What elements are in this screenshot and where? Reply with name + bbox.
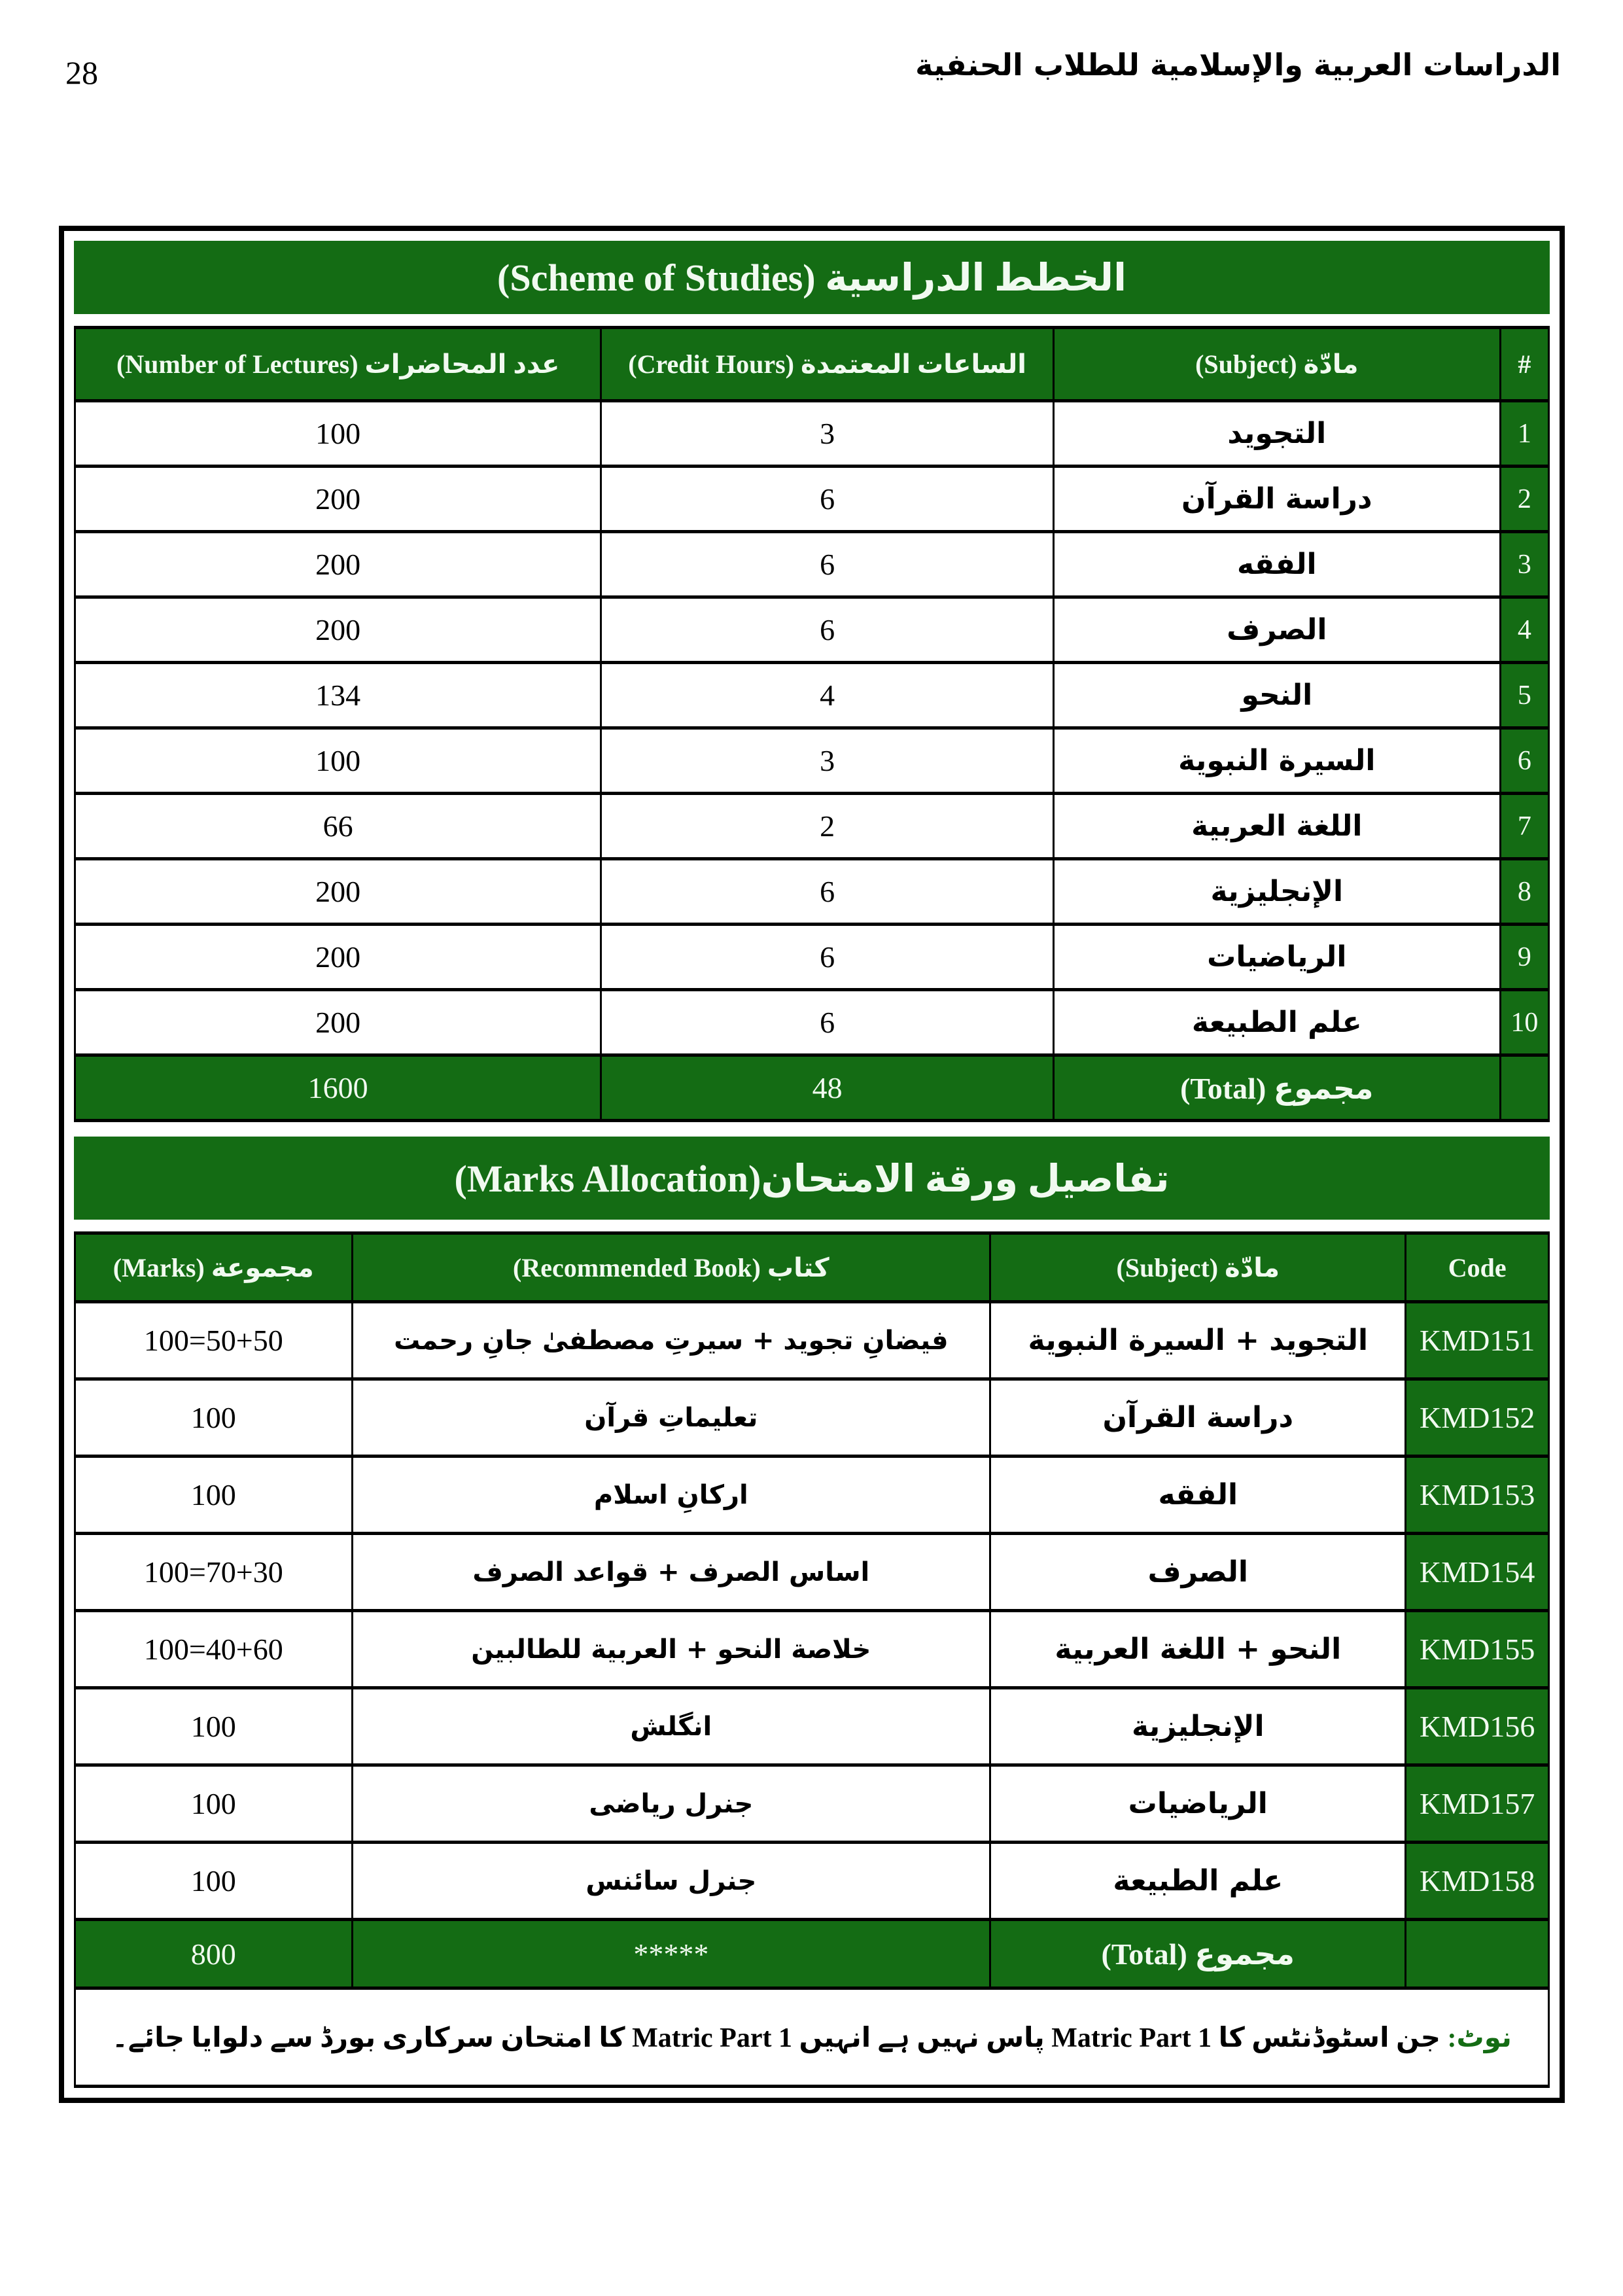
index-header: # bbox=[1500, 328, 1548, 401]
index-cell: 1 bbox=[1500, 401, 1548, 467]
code-cell: KMD156 bbox=[1406, 1688, 1549, 1765]
marks-cell: 100=70+30 bbox=[75, 1534, 353, 1611]
book-header: كتاب (Recommended Book) bbox=[352, 1233, 990, 1302]
subject-cell: الرياضيات bbox=[990, 1765, 1406, 1843]
lectures-cell: 200 bbox=[75, 925, 601, 990]
credit-hours-cell: 6 bbox=[601, 925, 1054, 990]
table-row bbox=[75, 925, 1549, 990]
subject-header: مادّة (Subject) bbox=[990, 1233, 1406, 1302]
marks-allocation-table bbox=[74, 1231, 1550, 2088]
lectures-cell: 200 bbox=[75, 990, 601, 1055]
credit-hours-header: الساعات المعتمدة (Credit Hours) bbox=[601, 328, 1054, 401]
table-row bbox=[75, 663, 1549, 728]
total-row bbox=[75, 1920, 1549, 1988]
index-cell: 9 bbox=[1500, 925, 1548, 990]
lectures-cell: 66 bbox=[75, 794, 601, 859]
total-index-cell bbox=[1500, 1055, 1548, 1121]
scheme-of-studies-banner: الخطط الدراسية (Scheme of Studies) bbox=[74, 241, 1550, 314]
total-book-cell: ***** bbox=[352, 1920, 990, 1988]
book-cell: اساس الصرف + قواعد الصرف bbox=[352, 1534, 990, 1611]
marks-cell: 100 bbox=[75, 1379, 353, 1457]
table-row bbox=[75, 990, 1549, 1055]
note-text bbox=[81, 2021, 1543, 2054]
credit-hours-cell: 6 bbox=[601, 532, 1054, 597]
subject-cell: الصرف bbox=[1053, 597, 1500, 663]
subject-cell: اللغة العربية bbox=[1053, 794, 1500, 859]
index-cell: 4 bbox=[1500, 597, 1548, 663]
subject-cell: علم الطبيعة bbox=[1053, 990, 1500, 1055]
table-row bbox=[75, 401, 1549, 467]
total-row bbox=[75, 1055, 1549, 1121]
total-credit-hours-cell: 48 bbox=[601, 1055, 1054, 1121]
subject-cell: الرياضيات bbox=[1053, 925, 1500, 990]
total-marks-cell: 800 bbox=[75, 1920, 353, 1988]
credit-hours-cell: 3 bbox=[601, 728, 1054, 794]
table-row bbox=[75, 1688, 1549, 1765]
subject-cell: الإنجليزية bbox=[990, 1688, 1406, 1765]
lectures-cell: 134 bbox=[75, 663, 601, 728]
index-cell: 7 bbox=[1500, 794, 1548, 859]
lectures-cell: 200 bbox=[75, 859, 601, 925]
content-frame bbox=[59, 226, 1565, 2103]
book-cell: فیضانِ تجوید + سیرتِ مصطفیٰ جانِ رحمت bbox=[352, 1302, 990, 1379]
marks-cell: 100 bbox=[75, 1843, 353, 1920]
subject-cell: النحو bbox=[1053, 663, 1500, 728]
lectures-cell: 200 bbox=[75, 532, 601, 597]
table-row bbox=[75, 532, 1549, 597]
code-cell: KMD153 bbox=[1406, 1457, 1549, 1534]
credit-hours-cell: 6 bbox=[601, 859, 1054, 925]
lectures-cell: 100 bbox=[75, 728, 601, 794]
subject-cell: التجويد + السيرة النبوية bbox=[990, 1302, 1406, 1379]
marks-cell: 100 bbox=[75, 1765, 353, 1843]
credit-hours-cell: 6 bbox=[601, 990, 1054, 1055]
index-cell: 3 bbox=[1500, 532, 1548, 597]
index-cell: 5 bbox=[1500, 663, 1548, 728]
note-body: جن اسٹوڈنٹس کا Matric Part 1 پاس نہیں ہے انہیں Matric Part 1 کا امتحان سرکاری بورڈ سے دلوایا جائے۔ bbox=[112, 2022, 1448, 2053]
credit-hours-cell: 4 bbox=[601, 663, 1054, 728]
table-row bbox=[75, 467, 1549, 532]
note-row bbox=[75, 1988, 1549, 2087]
total-code-cell bbox=[1406, 1920, 1549, 1988]
book-cell: تعلیماتِ قرآن bbox=[352, 1379, 990, 1457]
book-cell: جنرل ریاضی bbox=[352, 1765, 990, 1843]
credit-hours-cell: 3 bbox=[601, 401, 1054, 467]
page-title: الدراسات العربية والإسلامية للطلاب الحنفية bbox=[915, 47, 1561, 82]
table-row bbox=[75, 1457, 1549, 1534]
book-cell: خلاصة النحو + العربية للطالبين bbox=[352, 1611, 990, 1688]
lectures-cell: 200 bbox=[75, 597, 601, 663]
table-header-row bbox=[75, 328, 1549, 401]
table-row bbox=[75, 597, 1549, 663]
index-cell: 8 bbox=[1500, 859, 1548, 925]
table-row bbox=[75, 1534, 1549, 1611]
marks-header: مجموعة (Marks) bbox=[75, 1233, 353, 1302]
index-cell: 2 bbox=[1500, 467, 1548, 532]
note-prefix: نوٹ: bbox=[1447, 2022, 1512, 2053]
subject-header: مادّة (Subject) bbox=[1053, 328, 1500, 401]
subject-cell: دراسة القرآن bbox=[990, 1379, 1406, 1457]
index-cell: 10 bbox=[1500, 990, 1548, 1055]
page-number: 28 bbox=[65, 54, 98, 91]
index-cell: 6 bbox=[1500, 728, 1548, 794]
table-row bbox=[75, 728, 1549, 794]
code-cell: KMD154 bbox=[1406, 1534, 1549, 1611]
table-row bbox=[75, 794, 1549, 859]
book-cell: انگلش bbox=[352, 1688, 990, 1765]
table-header-row bbox=[75, 1233, 1549, 1302]
book-cell: جنرل سائنس bbox=[352, 1843, 990, 1920]
scheme-of-studies-table bbox=[74, 326, 1550, 1122]
table-row bbox=[75, 1611, 1549, 1688]
subject-cell: دراسة القرآن bbox=[1053, 467, 1500, 532]
total-label-cell: مجموع (Total) bbox=[1053, 1055, 1500, 1121]
subject-cell: الفقه bbox=[990, 1457, 1406, 1534]
subject-cell: الإنجليزية bbox=[1053, 859, 1500, 925]
code-cell: KMD157 bbox=[1406, 1765, 1549, 1843]
marks-cell: 100 bbox=[75, 1688, 353, 1765]
book-cell: ارکانِ اسلام bbox=[352, 1457, 990, 1534]
lectures-header: عدد المحاضرات (Number of Lectures) bbox=[75, 328, 601, 401]
lectures-cell: 100 bbox=[75, 401, 601, 467]
credit-hours-cell: 6 bbox=[601, 467, 1054, 532]
code-cell: KMD151 bbox=[1406, 1302, 1549, 1379]
code-cell: KMD158 bbox=[1406, 1843, 1549, 1920]
subject-cell: علم الطبيعة bbox=[990, 1843, 1406, 1920]
table-row bbox=[75, 859, 1549, 925]
marks-allocation-banner: تفاصيل ورقة الامتحان(Marks Allocation) bbox=[74, 1137, 1550, 1220]
marks-cell: 100=40+60 bbox=[75, 1611, 353, 1688]
table-row bbox=[75, 1765, 1549, 1843]
subject-cell: الفقه bbox=[1053, 532, 1500, 597]
total-lectures-cell: 1600 bbox=[75, 1055, 601, 1121]
code-header: Code bbox=[1406, 1233, 1549, 1302]
table-row bbox=[75, 1302, 1549, 1379]
credit-hours-cell: 6 bbox=[601, 597, 1054, 663]
marks-cell: 100 bbox=[75, 1457, 353, 1534]
subject-cell: التجويد bbox=[1053, 401, 1500, 467]
lectures-cell: 200 bbox=[75, 467, 601, 532]
note-cell bbox=[75, 1988, 1549, 2087]
total-label-cell: مجموع (Total) bbox=[990, 1920, 1406, 1988]
code-cell: KMD152 bbox=[1406, 1379, 1549, 1457]
code-cell: KMD155 bbox=[1406, 1611, 1549, 1688]
table-row bbox=[75, 1843, 1549, 1920]
subject-cell: النحو + اللغة العربية bbox=[990, 1611, 1406, 1688]
subject-cell: الصرف bbox=[990, 1534, 1406, 1611]
subject-cell: السيرة النبوية bbox=[1053, 728, 1500, 794]
marks-cell: 100=50+50 bbox=[75, 1302, 353, 1379]
credit-hours-cell: 2 bbox=[601, 794, 1054, 859]
table-row bbox=[75, 1379, 1549, 1457]
